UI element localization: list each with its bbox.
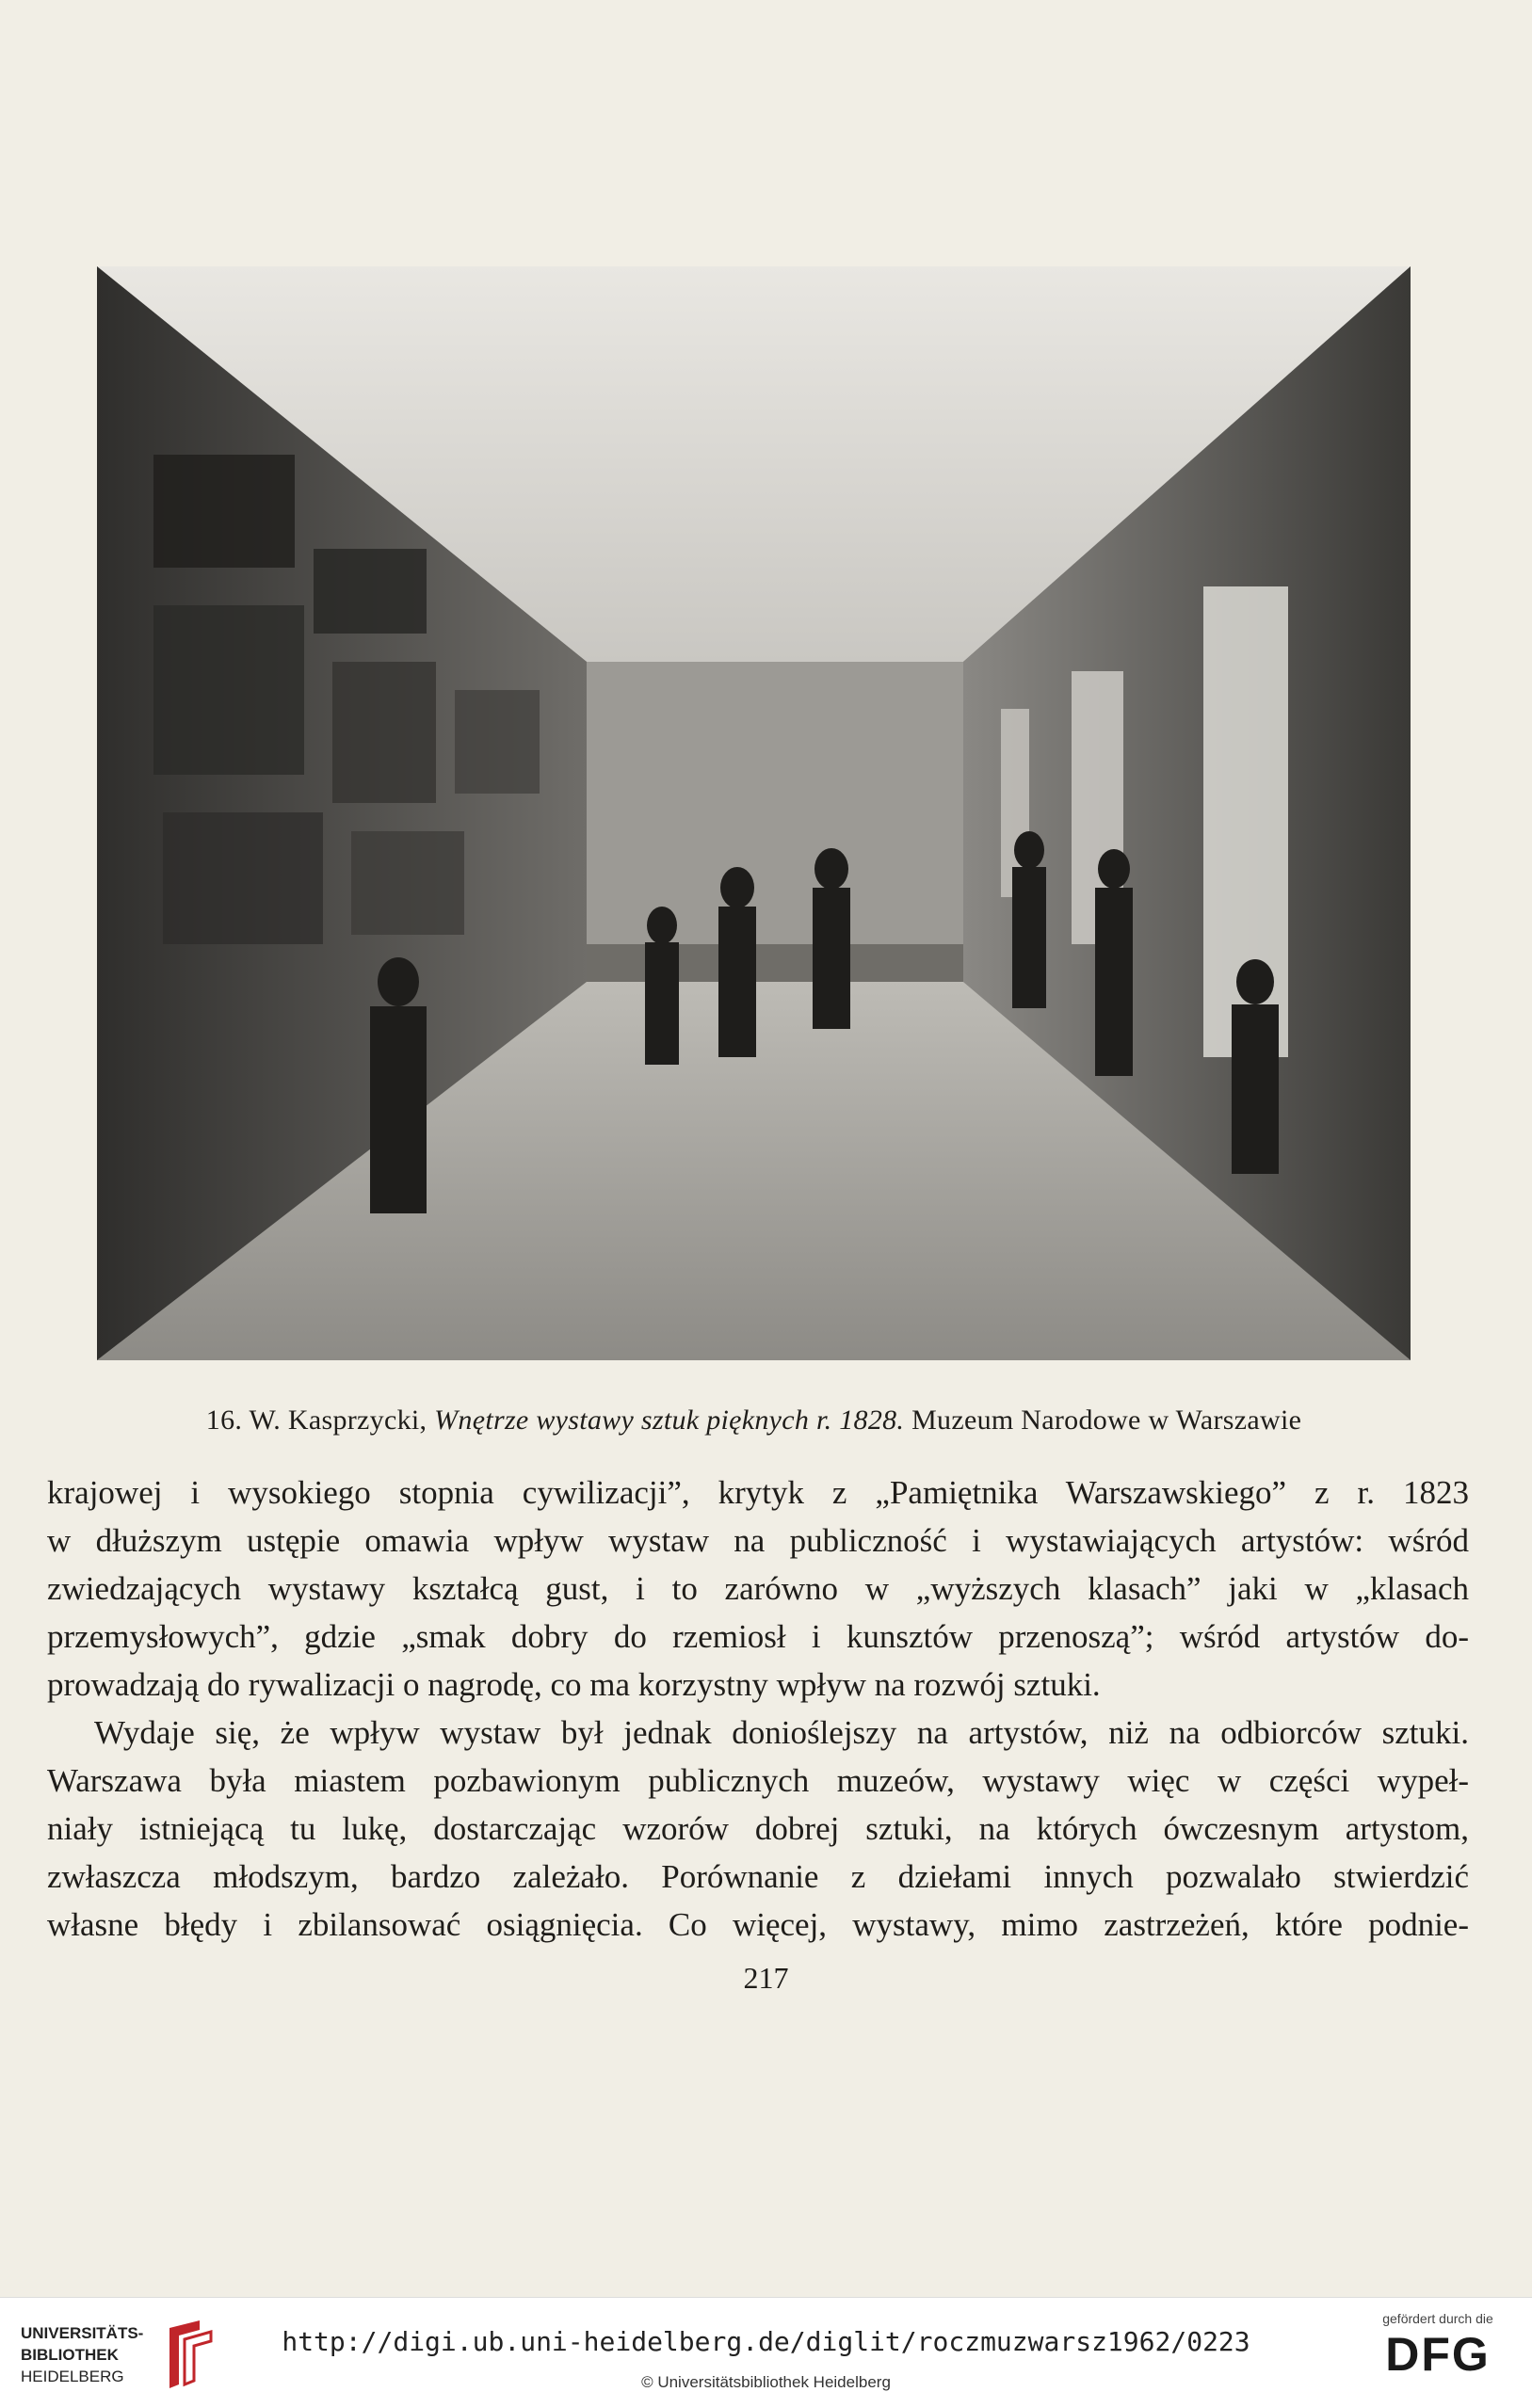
library-name-line1: UNIVERSITÄTS- [21,2324,144,2342]
body-text [47,1469,1469,1949]
text-line: niały istniejącą tu lukę, dostarczając wzorów dobrej sztuki, na których ówczesnym artystom, [47,1810,1469,1847]
caption-number: 16. W. Kasprzycki, [205,1405,427,1436]
funding-note: gefördert durch die [1382,2311,1493,2326]
photograph-illustration [97,266,1411,1360]
exhibition-interior-photograph [97,266,1411,1360]
text-line: w dłuższym ustępie omawia wpływ wystaw na publiczność i wystawiających artystów: wśród [47,1522,1469,1559]
copyright-notice: © Universitätsbibliothek Heidelberg [641,2373,891,2391]
text-line: prowadzają do rywalizacji o nagrodę, co ma korzystny wpływ na rozwój sztuki. [47,1666,1101,1703]
dfg-funding-logo[interactable] [1372,2311,1504,2383]
paragraph-2 [47,1709,1469,1949]
caption-title: Wnętrze wystawy sztuk pięknych r. 1828. [434,1405,905,1436]
digitization-footer [0,2297,1532,2408]
caption-location: Muzeum Narodowe w Warszawie [911,1405,1302,1436]
text-line: Wydaje się, że wpływ wystaw był jednak donioślejszy na artystów, niż na odbiorców sztuki. [94,1714,1469,1751]
text-line: własne błędy i zbilansować osiągnięcia. Co więcej, wystawy, mimo zastrzeżeń, które podnie- [47,1906,1469,1943]
text-line: krajowej i wysokiego stopnia cywilizacji”, krytyk z „Pamiętnika Warszawskiego” z r. 1823 [47,1474,1469,1511]
text-line: zwłaszcza młodszym, bardzo zależało. Porównanie z dziełami innych pozwalało stwierdzić [47,1858,1469,1895]
text-line: zwiedzających wystawy kształcą gust, i to zarówno w „wyższych klasach” jaki w „klasach [47,1570,1469,1607]
text-line: przemysłowych”, gdzie „smak dobry do rzemiosł i kunsztów przenoszą”; wśród artystów do- [47,1618,1469,1655]
text-line: Warszawa była miastem pozbawionym publicznych muzeów, wystawy więc w części wypeł- [47,1762,1469,1799]
library-name-line2: BIBLIOTHEK [21,2346,119,2364]
dfg-logo-text: DFG [1385,2328,1491,2381]
document-url-link[interactable]: http://digi.ub.uni-heidelberg.de/diglit/roczmuzwarsz1962/0223 [282,2326,1250,2357]
page-number: 217 [743,1961,789,1995]
figure-caption [97,1405,1411,1437]
paragraph-1 [47,1469,1469,1709]
library-name-line3: HEIDELBERG [21,2368,124,2385]
